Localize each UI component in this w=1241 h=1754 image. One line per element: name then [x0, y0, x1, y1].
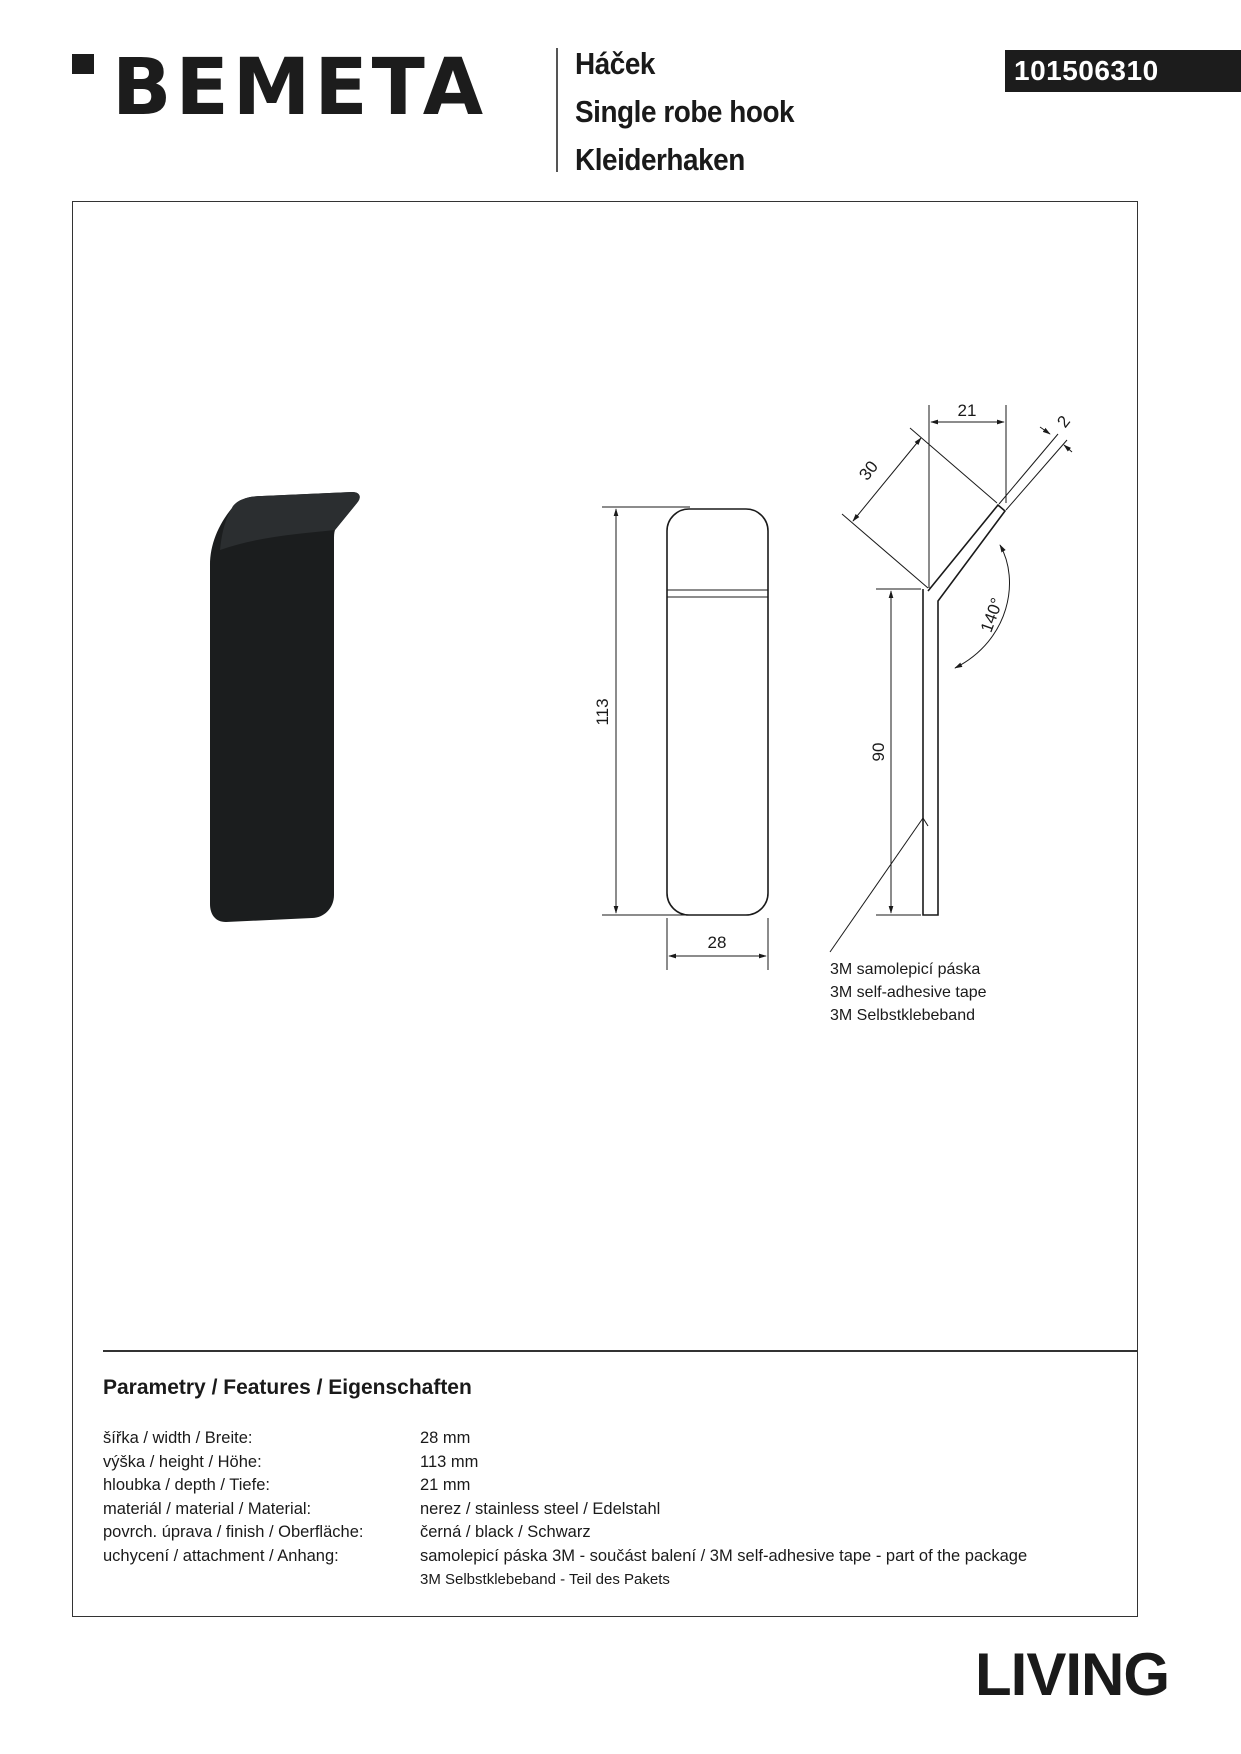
param-row-depth	[103, 1474, 1027, 1498]
thickness-dimension	[999, 427, 1072, 510]
front-outline	[667, 509, 768, 915]
back-height-label: 90	[869, 742, 888, 762]
param-value: nerez / stainless steel / Edelstahl	[420, 1499, 661, 1518]
param-value: 113 mm	[420, 1452, 479, 1471]
arm-length-label: 30	[855, 457, 882, 484]
parameters-table	[103, 1427, 1027, 1591]
param-label: povrch. úprava / finish / Oberfläche:	[103, 1523, 364, 1541]
tape-note-de: 3M Selbstklebeband	[830, 1007, 975, 1024]
param-value: 21 mm	[420, 1476, 471, 1494]
title-de: Kleiderhaken	[575, 142, 745, 177]
title-en: Single robe hook	[575, 94, 795, 129]
logo-text: BEMETA	[112, 44, 488, 124]
side-profile	[923, 505, 1005, 915]
front-view	[667, 509, 768, 915]
param-label: materiál / material / Material:	[103, 1499, 312, 1518]
thickness-label: 2	[1053, 412, 1075, 432]
param-label: výška / height / Höhe:	[103, 1452, 262, 1471]
collection-label: LIVING	[975, 1641, 1170, 1708]
param-row-height	[103, 1451, 1027, 1475]
param-value: 28 mm	[420, 1429, 471, 1447]
parameters-divider	[103, 1350, 1138, 1352]
angle-label: 140°	[976, 595, 1007, 635]
title-cz: Háček	[575, 46, 655, 81]
width-dim-label: 28	[707, 933, 727, 952]
front-height-dimension	[602, 507, 690, 915]
param-value: černá / black / Schwarz	[420, 1523, 591, 1541]
param-label: hloubka / depth / Tiefe:	[103, 1476, 270, 1494]
tape-leader	[830, 818, 928, 952]
tape-note-cz: 3M samolepicí páska	[830, 961, 981, 978]
depth-label: 21	[957, 401, 977, 420]
param-value: samolepicí páska 3M - součást balení / 3M self-adhesive tape - part of the package	[420, 1546, 1028, 1565]
height-dim-label: 113	[593, 698, 612, 726]
parameters-title: Parametry / Features / Eigenschaften	[103, 1376, 472, 1399]
tape-note-en: 3M self-adhesive tape	[830, 984, 987, 1001]
arm-length-dimension	[842, 428, 997, 588]
param-row-attachment	[103, 1545, 1027, 1569]
side-view	[923, 505, 1005, 915]
product-code: 101506310	[1005, 50, 1241, 92]
product-render	[210, 492, 360, 922]
param-row-width	[103, 1427, 1027, 1451]
param-row-finish	[103, 1521, 1027, 1545]
tape-note	[830, 958, 987, 1027]
param-attachment-extra: 3M Selbstklebeband - Teil des Pakets	[420, 1571, 670, 1588]
param-label: šířka / width / Breite:	[103, 1429, 253, 1447]
param-row-material	[103, 1498, 1027, 1522]
param-label: uchycení / attachment / Anhang:	[103, 1546, 339, 1565]
